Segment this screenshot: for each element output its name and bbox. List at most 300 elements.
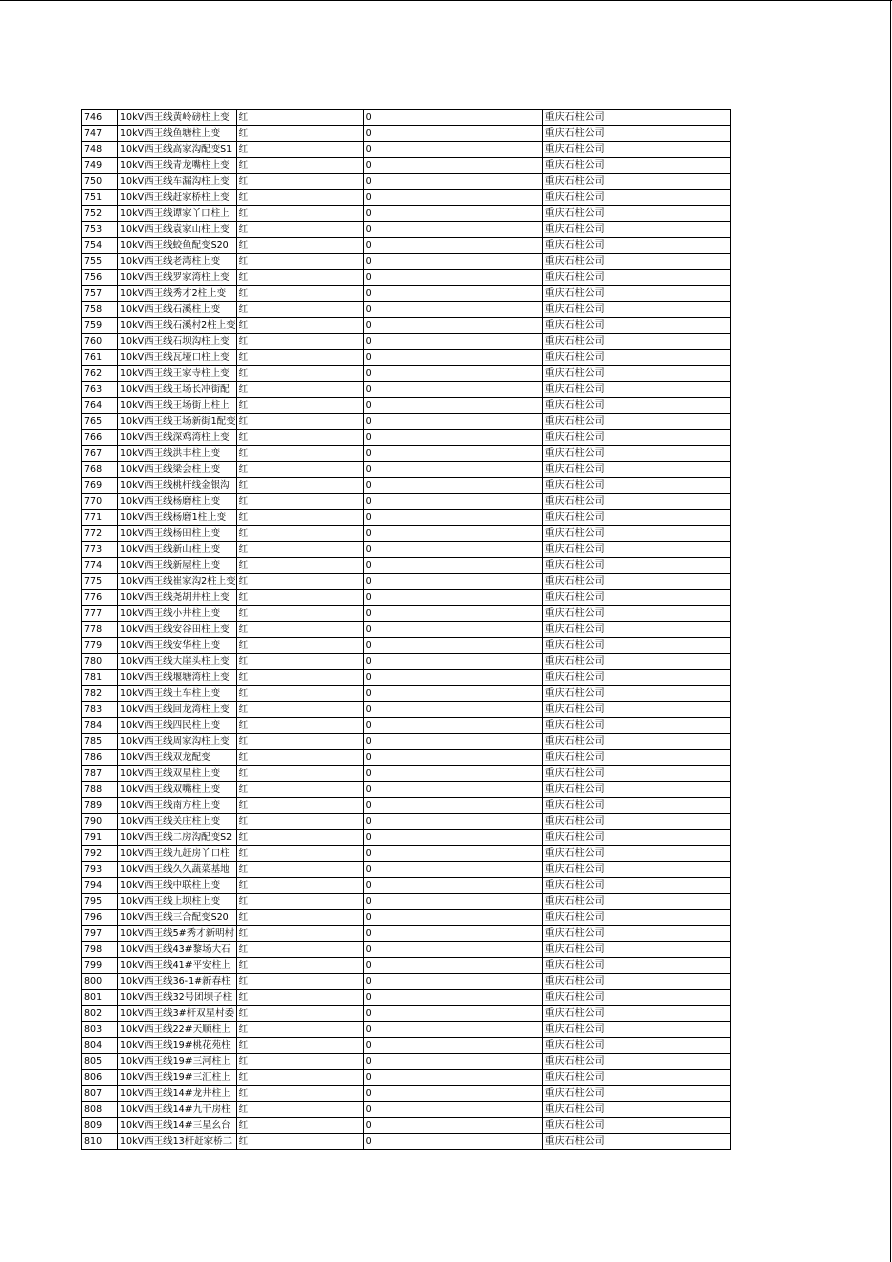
company-cell: 重庆石柱公司 xyxy=(542,622,730,638)
table-row xyxy=(82,990,731,1006)
value-cell: 0 xyxy=(363,878,542,894)
status-cell: 红 xyxy=(236,206,363,222)
status-cell: 红 xyxy=(236,510,363,526)
device-name-cell: 10kV西王线大崖头柱上变 xyxy=(118,654,237,670)
company-cell: 重庆石柱公司 xyxy=(542,718,730,734)
row-number-cell: 748 xyxy=(82,142,118,158)
value-cell: 0 xyxy=(363,910,542,926)
page-top-border xyxy=(0,0,892,1)
device-name-cell: 10kV西王线九赶房丫口柱 xyxy=(118,846,237,862)
table-row xyxy=(82,814,731,830)
status-cell: 红 xyxy=(236,734,363,750)
table-row xyxy=(82,526,731,542)
device-name-cell: 10kV西王线蛟鱼配变S20 xyxy=(118,238,237,254)
device-name-cell: 10kV西王线王家寺柱上变 xyxy=(118,366,237,382)
row-number-cell: 804 xyxy=(82,1038,118,1054)
device-name-cell: 10kV西王线二房沟配变S2 xyxy=(118,830,237,846)
device-name-cell: 10kV西王线19#桃花苑柱 xyxy=(118,1038,237,1054)
table-row xyxy=(82,718,731,734)
status-cell: 红 xyxy=(236,414,363,430)
value-cell: 0 xyxy=(363,590,542,606)
status-cell: 红 xyxy=(236,766,363,782)
row-number-cell: 772 xyxy=(82,526,118,542)
value-cell: 0 xyxy=(363,542,542,558)
value-cell: 0 xyxy=(363,894,542,910)
table-row xyxy=(82,238,731,254)
company-cell: 重庆石柱公司 xyxy=(542,494,730,510)
status-cell: 红 xyxy=(236,718,363,734)
status-cell: 红 xyxy=(236,750,363,766)
row-number-cell: 753 xyxy=(82,222,118,238)
status-cell: 红 xyxy=(236,462,363,478)
device-name-cell: 10kV西王线尧胡井柱上变 xyxy=(118,590,237,606)
status-cell: 红 xyxy=(236,238,363,254)
device-name-cell: 10kV西王线双嘴柱上变 xyxy=(118,782,237,798)
status-cell: 红 xyxy=(236,1134,363,1150)
status-cell: 红 xyxy=(236,526,363,542)
company-cell: 重庆石柱公司 xyxy=(542,638,730,654)
status-cell: 红 xyxy=(236,606,363,622)
company-cell: 重庆石柱公司 xyxy=(542,862,730,878)
table-row xyxy=(82,1134,731,1150)
table-row xyxy=(82,574,731,590)
row-number-cell: 774 xyxy=(82,558,118,574)
value-cell: 0 xyxy=(363,606,542,622)
table-row xyxy=(82,110,731,126)
table-row xyxy=(82,926,731,942)
table-row xyxy=(82,878,731,894)
company-cell: 重庆石柱公司 xyxy=(542,382,730,398)
status-cell: 红 xyxy=(236,1054,363,1070)
value-cell: 0 xyxy=(363,782,542,798)
status-cell: 红 xyxy=(236,142,363,158)
row-number-cell: 790 xyxy=(82,814,118,830)
status-cell: 红 xyxy=(236,974,363,990)
device-name-cell: 10kV西王线杨磨1柱上变 xyxy=(118,510,237,526)
table-row xyxy=(82,318,731,334)
table-row xyxy=(82,350,731,366)
status-cell: 红 xyxy=(236,910,363,926)
status-cell: 红 xyxy=(236,334,363,350)
table-row xyxy=(82,254,731,270)
status-cell: 红 xyxy=(236,126,363,142)
device-name-cell: 10kV西王线黄岭磅柱上变 xyxy=(118,110,237,126)
table-row xyxy=(82,862,731,878)
company-cell: 重庆石柱公司 xyxy=(542,558,730,574)
value-cell: 0 xyxy=(363,206,542,222)
table-row xyxy=(82,510,731,526)
device-name-cell: 10kV西王线上坝柱上变 xyxy=(118,894,237,910)
status-cell: 红 xyxy=(236,558,363,574)
table-row xyxy=(82,1118,731,1134)
table-row xyxy=(82,462,731,478)
status-cell: 红 xyxy=(236,270,363,286)
status-cell: 红 xyxy=(236,574,363,590)
row-number-cell: 801 xyxy=(82,990,118,1006)
company-cell: 重庆石柱公司 xyxy=(542,126,730,142)
value-cell: 0 xyxy=(363,462,542,478)
table-row xyxy=(82,334,731,350)
row-number-cell: 765 xyxy=(82,414,118,430)
row-number-cell: 751 xyxy=(82,190,118,206)
device-name-cell: 10kV西王线四民柱上变 xyxy=(118,718,237,734)
value-cell: 0 xyxy=(363,350,542,366)
device-name-cell: 10kV西王线19#三汇柱上 xyxy=(118,1070,237,1086)
row-number-cell: 796 xyxy=(82,910,118,926)
value-cell: 0 xyxy=(363,382,542,398)
device-name-cell: 10kV西王线鱼塘柱上变 xyxy=(118,126,237,142)
row-number-cell: 767 xyxy=(82,446,118,462)
status-cell: 红 xyxy=(236,430,363,446)
value-cell: 0 xyxy=(363,958,542,974)
status-cell: 红 xyxy=(236,1022,363,1038)
value-cell: 0 xyxy=(363,558,542,574)
status-cell: 红 xyxy=(236,1038,363,1054)
value-cell: 0 xyxy=(363,1022,542,1038)
device-name-cell: 10kV西王线22#天顺柱上 xyxy=(118,1022,237,1038)
row-number-cell: 755 xyxy=(82,254,118,270)
company-cell: 重庆石柱公司 xyxy=(542,366,730,382)
company-cell: 重庆石柱公司 xyxy=(542,1102,730,1118)
status-cell: 红 xyxy=(236,958,363,974)
row-number-cell: 777 xyxy=(82,606,118,622)
company-cell: 重庆石柱公司 xyxy=(542,590,730,606)
page-right-border xyxy=(890,0,891,1262)
value-cell: 0 xyxy=(363,702,542,718)
status-cell: 红 xyxy=(236,1006,363,1022)
company-cell: 重庆石柱公司 xyxy=(542,782,730,798)
value-cell: 0 xyxy=(363,430,542,446)
device-name-cell: 10kV西王线崔家沟2柱上变 xyxy=(118,574,237,590)
device-name-cell: 10kV西王线14#龙井柱上 xyxy=(118,1086,237,1102)
company-cell: 重庆石柱公司 xyxy=(542,910,730,926)
company-cell: 重庆石柱公司 xyxy=(542,606,730,622)
device-name-cell: 10kV西王线车漏沟柱上变 xyxy=(118,174,237,190)
table-row xyxy=(82,414,731,430)
table-row xyxy=(82,1070,731,1086)
value-cell: 0 xyxy=(363,670,542,686)
status-cell: 红 xyxy=(236,926,363,942)
status-cell: 红 xyxy=(236,990,363,1006)
company-cell: 重庆石柱公司 xyxy=(542,734,730,750)
device-name-cell: 10kV西王线瓦垭口柱上变 xyxy=(118,350,237,366)
device-name-cell: 10kV西王线36-1#新春柱 xyxy=(118,974,237,990)
value-cell: 0 xyxy=(363,222,542,238)
device-name-cell: 10kV西王线高家沟配变S1 xyxy=(118,142,237,158)
table-row xyxy=(82,590,731,606)
device-name-cell: 10kV西王线43#黎场大石 xyxy=(118,942,237,958)
table-row xyxy=(82,142,731,158)
device-name-cell: 10kV西王线老湾柱上变 xyxy=(118,254,237,270)
value-cell: 0 xyxy=(363,750,542,766)
device-name-cell: 10kV西王线32号团坝子柱 xyxy=(118,990,237,1006)
device-name-cell: 10kV西王线秀才2柱上变 xyxy=(118,286,237,302)
device-name-cell: 10kV西王线土车柱上变 xyxy=(118,686,237,702)
table-row xyxy=(82,798,731,814)
row-number-cell: 750 xyxy=(82,174,118,190)
row-number-cell: 788 xyxy=(82,782,118,798)
company-cell: 重庆石柱公司 xyxy=(542,846,730,862)
row-number-cell: 754 xyxy=(82,238,118,254)
table-row xyxy=(82,302,731,318)
status-cell: 红 xyxy=(236,878,363,894)
device-name-cell: 10kV西王线杨磨柱上变 xyxy=(118,494,237,510)
company-cell: 重庆石柱公司 xyxy=(542,1118,730,1134)
value-cell: 0 xyxy=(363,638,542,654)
row-number-cell: 775 xyxy=(82,574,118,590)
row-number-cell: 778 xyxy=(82,622,118,638)
device-name-cell: 10kV西王线回龙湾柱上变 xyxy=(118,702,237,718)
status-cell: 红 xyxy=(236,670,363,686)
company-cell: 重庆石柱公司 xyxy=(542,430,730,446)
table-row xyxy=(82,670,731,686)
value-cell: 0 xyxy=(363,158,542,174)
status-cell: 红 xyxy=(236,814,363,830)
status-cell: 红 xyxy=(236,190,363,206)
table-row xyxy=(82,654,731,670)
table-row xyxy=(82,446,731,462)
device-name-cell: 10kV西王线谭家丫口柱上 xyxy=(118,206,237,222)
table-row xyxy=(82,1038,731,1054)
value-cell: 0 xyxy=(363,734,542,750)
row-number-cell: 810 xyxy=(82,1134,118,1150)
row-number-cell: 806 xyxy=(82,1070,118,1086)
company-cell: 重庆石柱公司 xyxy=(542,1054,730,1070)
status-cell: 红 xyxy=(236,302,363,318)
table-row xyxy=(82,766,731,782)
row-number-cell: 768 xyxy=(82,462,118,478)
device-name-cell: 10kV西王线3#杆双星村委 xyxy=(118,1006,237,1022)
row-number-cell: 760 xyxy=(82,334,118,350)
row-number-cell: 799 xyxy=(82,958,118,974)
table-row xyxy=(82,622,731,638)
value-cell: 0 xyxy=(363,366,542,382)
status-cell: 红 xyxy=(236,702,363,718)
device-name-cell: 10kV西王线5#秀才新明村 xyxy=(118,926,237,942)
status-cell: 红 xyxy=(236,318,363,334)
company-cell: 重庆石柱公司 xyxy=(542,1022,730,1038)
table-row xyxy=(82,190,731,206)
value-cell: 0 xyxy=(363,494,542,510)
value-cell: 0 xyxy=(363,974,542,990)
company-cell: 重庆石柱公司 xyxy=(542,942,730,958)
company-cell: 重庆石柱公司 xyxy=(542,254,730,270)
value-cell: 0 xyxy=(363,126,542,142)
row-number-cell: 783 xyxy=(82,702,118,718)
status-cell: 红 xyxy=(236,494,363,510)
spreadsheet-table xyxy=(81,109,731,1150)
company-cell: 重庆石柱公司 xyxy=(542,542,730,558)
row-number-cell: 770 xyxy=(82,494,118,510)
value-cell: 0 xyxy=(363,254,542,270)
value-cell: 0 xyxy=(363,334,542,350)
company-cell: 重庆石柱公司 xyxy=(542,222,730,238)
value-cell: 0 xyxy=(363,302,542,318)
status-cell: 红 xyxy=(236,894,363,910)
company-cell: 重庆石柱公司 xyxy=(542,334,730,350)
company-cell: 重庆石柱公司 xyxy=(542,574,730,590)
company-cell: 重庆石柱公司 xyxy=(542,398,730,414)
company-cell: 重庆石柱公司 xyxy=(542,894,730,910)
row-number-cell: 794 xyxy=(82,878,118,894)
device-name-cell: 10kV西王线青龙嘴柱上变 xyxy=(118,158,237,174)
row-number-cell: 752 xyxy=(82,206,118,222)
company-cell: 重庆石柱公司 xyxy=(542,926,730,942)
device-name-cell: 10kV西王线梁会柱上变 xyxy=(118,462,237,478)
status-cell: 红 xyxy=(236,174,363,190)
company-cell: 重庆石柱公司 xyxy=(542,414,730,430)
table-row xyxy=(82,270,731,286)
table-row xyxy=(82,606,731,622)
value-cell: 0 xyxy=(363,686,542,702)
device-name-cell: 10kV西王线袁家山柱上变 xyxy=(118,222,237,238)
row-number-cell: 809 xyxy=(82,1118,118,1134)
company-cell: 重庆石柱公司 xyxy=(542,958,730,974)
company-cell: 重庆石柱公司 xyxy=(542,446,730,462)
value-cell: 0 xyxy=(363,478,542,494)
table-row xyxy=(82,846,731,862)
value-cell: 0 xyxy=(363,1086,542,1102)
company-cell: 重庆石柱公司 xyxy=(542,798,730,814)
table-row xyxy=(82,702,731,718)
device-name-cell: 10kV西王线中联柱上变 xyxy=(118,878,237,894)
table-row xyxy=(82,1086,731,1102)
value-cell: 0 xyxy=(363,142,542,158)
row-number-cell: 803 xyxy=(82,1022,118,1038)
table-row xyxy=(82,478,731,494)
table-row xyxy=(82,430,731,446)
row-number-cell: 749 xyxy=(82,158,118,174)
status-cell: 红 xyxy=(236,942,363,958)
value-cell: 0 xyxy=(363,766,542,782)
table-row xyxy=(82,542,731,558)
value-cell: 0 xyxy=(363,718,542,734)
device-name-cell: 10kV西王线赶家桥柱上变 xyxy=(118,190,237,206)
status-cell: 红 xyxy=(236,398,363,414)
company-cell: 重庆石柱公司 xyxy=(542,270,730,286)
row-number-cell: 776 xyxy=(82,590,118,606)
device-name-cell: 10kV西王线14#九干房柱 xyxy=(118,1102,237,1118)
device-name-cell: 10kV西王线13杆赶家桥二 xyxy=(118,1134,237,1150)
table-row xyxy=(82,958,731,974)
device-name-cell: 10kV西王线三合配变S20 xyxy=(118,910,237,926)
row-number-cell: 791 xyxy=(82,830,118,846)
row-number-cell: 784 xyxy=(82,718,118,734)
value-cell: 0 xyxy=(363,446,542,462)
status-cell: 红 xyxy=(236,1118,363,1134)
value-cell: 0 xyxy=(363,238,542,254)
status-cell: 红 xyxy=(236,158,363,174)
row-number-cell: 808 xyxy=(82,1102,118,1118)
status-cell: 红 xyxy=(236,350,363,366)
row-number-cell: 757 xyxy=(82,286,118,302)
device-name-cell: 10kV西王线关庄柱上变 xyxy=(118,814,237,830)
company-cell: 重庆石柱公司 xyxy=(542,990,730,1006)
company-cell: 重庆石柱公司 xyxy=(542,174,730,190)
company-cell: 重庆石柱公司 xyxy=(542,206,730,222)
value-cell: 0 xyxy=(363,270,542,286)
status-cell: 红 xyxy=(236,1070,363,1086)
row-number-cell: 786 xyxy=(82,750,118,766)
row-number-cell: 802 xyxy=(82,1006,118,1022)
row-number-cell: 800 xyxy=(82,974,118,990)
row-number-cell: 797 xyxy=(82,926,118,942)
company-cell: 重庆石柱公司 xyxy=(542,462,730,478)
value-cell: 0 xyxy=(363,286,542,302)
row-number-cell: 758 xyxy=(82,302,118,318)
table-row xyxy=(82,830,731,846)
status-cell: 红 xyxy=(236,862,363,878)
device-name-cell: 10kV西王线王场街上柱上 xyxy=(118,398,237,414)
value-cell: 0 xyxy=(363,1038,542,1054)
status-cell: 红 xyxy=(236,830,363,846)
row-number-cell: 756 xyxy=(82,270,118,286)
row-number-cell: 766 xyxy=(82,430,118,446)
table-row xyxy=(82,494,731,510)
device-name-cell: 10kV西王线新山柱上变 xyxy=(118,542,237,558)
company-cell: 重庆石柱公司 xyxy=(542,814,730,830)
row-number-cell: 759 xyxy=(82,318,118,334)
company-cell: 重庆石柱公司 xyxy=(542,686,730,702)
status-cell: 红 xyxy=(236,446,363,462)
table-row xyxy=(82,158,731,174)
company-cell: 重庆石柱公司 xyxy=(542,318,730,334)
table-row xyxy=(82,1054,731,1070)
device-name-cell: 10kV西王线南方柱上变 xyxy=(118,798,237,814)
table-row xyxy=(82,174,731,190)
row-number-cell: 769 xyxy=(82,478,118,494)
value-cell: 0 xyxy=(363,862,542,878)
device-name-cell: 10kV西王线双龙配变 xyxy=(118,750,237,766)
device-name-cell: 10kV西王线堰塘湾柱上变 xyxy=(118,670,237,686)
value-cell: 0 xyxy=(363,110,542,126)
device-name-cell: 10kV西王线石溪柱上变 xyxy=(118,302,237,318)
company-cell: 重庆石柱公司 xyxy=(542,878,730,894)
row-number-cell: 795 xyxy=(82,894,118,910)
table-row xyxy=(82,222,731,238)
row-number-cell: 793 xyxy=(82,862,118,878)
table-row xyxy=(82,734,731,750)
device-name-cell: 10kV西王线双星柱上变 xyxy=(118,766,237,782)
value-cell: 0 xyxy=(363,814,542,830)
device-name-cell: 10kV西王线洪丰柱上变 xyxy=(118,446,237,462)
row-number-cell: 779 xyxy=(82,638,118,654)
table-row xyxy=(82,686,731,702)
status-cell: 红 xyxy=(236,782,363,798)
status-cell: 红 xyxy=(236,590,363,606)
status-cell: 红 xyxy=(236,622,363,638)
company-cell: 重庆石柱公司 xyxy=(542,238,730,254)
value-cell: 0 xyxy=(363,846,542,862)
company-cell: 重庆石柱公司 xyxy=(542,142,730,158)
device-name-cell: 10kV西王线14#三星幺台 xyxy=(118,1118,237,1134)
device-name-cell: 10kV西王线周家沟柱上变 xyxy=(118,734,237,750)
table-row xyxy=(82,638,731,654)
company-cell: 重庆石柱公司 xyxy=(542,510,730,526)
value-cell: 0 xyxy=(363,1006,542,1022)
status-cell: 红 xyxy=(236,382,363,398)
company-cell: 重庆石柱公司 xyxy=(542,974,730,990)
table-row xyxy=(82,894,731,910)
company-cell: 重庆石柱公司 xyxy=(542,286,730,302)
status-cell: 红 xyxy=(236,542,363,558)
value-cell: 0 xyxy=(363,318,542,334)
table-row xyxy=(82,398,731,414)
row-number-cell: 773 xyxy=(82,542,118,558)
device-name-cell: 10kV西王线桃杆线金银沟 xyxy=(118,478,237,494)
value-cell: 0 xyxy=(363,190,542,206)
company-cell: 重庆石柱公司 xyxy=(542,350,730,366)
